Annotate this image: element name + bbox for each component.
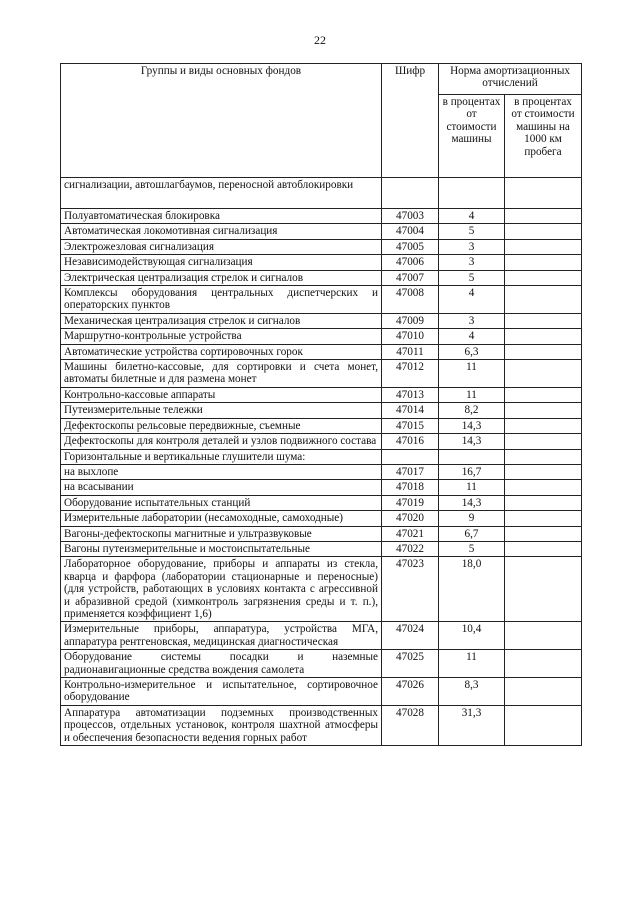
table-row [61, 526, 582, 541]
row-rate-km-cell [505, 403, 582, 418]
row-rate-km-cell [505, 255, 582, 270]
row-rate-cell: 4 [439, 286, 505, 314]
row-code-cell: 47008 [382, 286, 439, 314]
table-row [61, 622, 582, 650]
row-name-cell: Вагоны-дефектоскопы магнитные и ультразвуковые [61, 526, 382, 541]
row-code-cell [382, 178, 439, 209]
row-rate-km-cell [505, 270, 582, 285]
table-row [61, 480, 582, 495]
row-rate-km-cell [505, 178, 582, 209]
row-rate-km-cell [505, 360, 582, 388]
header-percent-mileage: в процентах от стоимости машины на 1000 км пробега [505, 95, 582, 178]
header-code: Шифр [382, 64, 439, 178]
table-row [61, 360, 582, 388]
row-rate-km-cell [505, 622, 582, 650]
row-code-cell: 47021 [382, 526, 439, 541]
row-rate-cell [439, 178, 505, 209]
table-row [61, 313, 582, 328]
row-rate-cell: 14,3 [439, 434, 505, 449]
table-row [61, 541, 582, 556]
row-name-cell: Контрольно-кассовые аппараты [61, 387, 382, 402]
table-row [61, 705, 582, 745]
row-code-cell: 47013 [382, 387, 439, 402]
row-rate-cell: 4 [439, 209, 505, 224]
row-code-cell: 47005 [382, 239, 439, 254]
row-name-cell: Автоматическая локомотивная сигнализация [61, 224, 382, 239]
row-code-cell: 47011 [382, 344, 439, 359]
row-name-cell: на выхлопе [61, 464, 382, 479]
row-name-cell: Контрольно-измерительное и испытательное, сортировочное оборудование [61, 678, 382, 706]
row-rate-km-cell [505, 313, 582, 328]
row-rate-km-cell [505, 286, 582, 314]
table-row [61, 209, 582, 224]
row-name-cell: Электрожезловая сигнализация [61, 239, 382, 254]
table-row [61, 678, 582, 706]
row-rate-cell: 6,3 [439, 344, 505, 359]
row-rate-cell: 5 [439, 270, 505, 285]
row-code-cell: 47012 [382, 360, 439, 388]
row-rate-km-cell [505, 650, 582, 678]
table-row [61, 255, 582, 270]
row-code-cell: 47018 [382, 480, 439, 495]
row-rate-km-cell [505, 449, 582, 464]
row-rate-km-cell [505, 526, 582, 541]
row-rate-cell [439, 449, 505, 464]
row-code-cell: 47024 [382, 622, 439, 650]
row-name-cell: Автоматические устройства сортировочных горок [61, 344, 382, 359]
row-rate-km-cell [505, 387, 582, 402]
row-rate-km-cell [505, 464, 582, 479]
table-row [61, 464, 582, 479]
row-name-cell: Электрическая централизация стрелок и сигналов [61, 270, 382, 285]
row-rate-cell: 11 [439, 650, 505, 678]
row-rate-km-cell [505, 495, 582, 510]
row-name-cell: сигнализации, автошлагбаумов, переносной автоблокировки [61, 178, 382, 209]
row-name-cell: Оборудование испытательных станций [61, 495, 382, 510]
table-row [61, 286, 582, 314]
table-row [61, 418, 582, 433]
table-row [61, 270, 582, 285]
row-code-cell: 47019 [382, 495, 439, 510]
header-norm: Норма амортизационных отчислений [439, 64, 582, 95]
row-name-cell: Аппаратура автоматизации подземных производственных процессов, отдельных установок, контроля шахтной атмосферы и обеспечения безопасности ведения горных работ [61, 705, 382, 745]
row-code-cell: 47004 [382, 224, 439, 239]
row-name-cell: Лабораторное оборудование, приборы и аппараты из стекла, кварца и фарфора (лаборатории стационарные и переносные) (для устройств, работающих в условиях контакта с агрессивной и абразивной средой (химконтроль загрязнения среды и т. п.), применяется коэффициент 1,6) [61, 557, 382, 622]
row-rate-cell: 31,3 [439, 705, 505, 745]
row-rate-cell: 11 [439, 387, 505, 402]
row-code-cell: 47028 [382, 705, 439, 745]
depreciation-table [60, 63, 582, 746]
row-rate-cell: 8,2 [439, 403, 505, 418]
row-name-cell: Маршрутно-контрольные устройства [61, 329, 382, 344]
row-code-cell: 47006 [382, 255, 439, 270]
row-rate-cell: 5 [439, 224, 505, 239]
row-name-cell: Независимодействующая сигнализация [61, 255, 382, 270]
row-name-cell: Измерительные лаборатории (несамоходные, самоходные) [61, 511, 382, 526]
row-rate-km-cell [505, 224, 582, 239]
row-rate-km-cell [505, 239, 582, 254]
row-rate-km-cell [505, 678, 582, 706]
row-rate-km-cell [505, 557, 582, 622]
row-rate-km-cell [505, 541, 582, 556]
row-rate-cell: 11 [439, 480, 505, 495]
row-code-cell: 47025 [382, 650, 439, 678]
table-row [61, 650, 582, 678]
row-code-cell: 47009 [382, 313, 439, 328]
row-rate-cell: 9 [439, 511, 505, 526]
row-name-cell: Путеизмерительные тележки [61, 403, 382, 418]
row-name-cell: Полуавтоматическая блокировка [61, 209, 382, 224]
row-code-cell: 47010 [382, 329, 439, 344]
row-rate-cell: 14,3 [439, 418, 505, 433]
row-rate-cell: 11 [439, 360, 505, 388]
table-row [61, 434, 582, 449]
row-code-cell: 47017 [382, 464, 439, 479]
row-name-cell: Вагоны путеизмерительные и мостоиспытательные [61, 541, 382, 556]
row-rate-km-cell [505, 329, 582, 344]
row-rate-cell: 14,3 [439, 495, 505, 510]
row-name-cell: Машины билетно-кассовые, для сортировки и счета монет, автоматы билетные и для размена монет [61, 360, 382, 388]
table-row [61, 239, 582, 254]
table-row [61, 387, 582, 402]
row-name-cell: Измерительные приборы, аппаратура, устройства МГА, аппаратура рентгеновская, медицинская диагностическая [61, 622, 382, 650]
row-code-cell [382, 449, 439, 464]
table-body [61, 178, 582, 746]
row-name-cell: Дефектоскопы рельсовые передвижные, съемные [61, 418, 382, 433]
table-row [61, 495, 582, 510]
row-rate-cell: 8,3 [439, 678, 505, 706]
row-rate-cell: 5 [439, 541, 505, 556]
row-code-cell: 47023 [382, 557, 439, 622]
row-rate-cell: 3 [439, 239, 505, 254]
table-row [61, 403, 582, 418]
table-row [61, 329, 582, 344]
row-rate-cell: 4 [439, 329, 505, 344]
row-rate-cell: 16,7 [439, 464, 505, 479]
table-row [61, 344, 582, 359]
row-code-cell: 47003 [382, 209, 439, 224]
header-group-name: Группы и виды основных фондов [61, 64, 382, 178]
table-row [61, 557, 582, 622]
row-code-cell: 47015 [382, 418, 439, 433]
table-row [61, 449, 582, 464]
table-row [61, 224, 582, 239]
row-rate-km-cell [505, 511, 582, 526]
row-rate-km-cell [505, 344, 582, 359]
table-row [61, 511, 582, 526]
row-code-cell: 47022 [382, 541, 439, 556]
row-rate-km-cell [505, 480, 582, 495]
page-number: 22 [314, 33, 326, 47]
row-code-cell: 47007 [382, 270, 439, 285]
row-rate-cell: 18,0 [439, 557, 505, 622]
row-rate-cell: 6,7 [439, 526, 505, 541]
row-name-cell: Дефектоскопы для контроля деталей и узлов подвижного состава [61, 434, 382, 449]
row-rate-km-cell [505, 209, 582, 224]
row-code-cell: 47014 [382, 403, 439, 418]
row-name-cell: на всасывании [61, 480, 382, 495]
header-percent-cost: в процентах от стоимости машины [439, 95, 505, 178]
row-rate-km-cell [505, 705, 582, 745]
table-row [61, 178, 582, 209]
row-name-cell: Оборудование системы посадки и наземные радионавигационные средства вождения самолета [61, 650, 382, 678]
row-name-cell: Механическая централизация стрелок и сигналов [61, 313, 382, 328]
row-name-cell: Горизонтальные и вертикальные глушители шума: [61, 449, 382, 464]
row-rate-cell: 3 [439, 255, 505, 270]
row-rate-km-cell [505, 418, 582, 433]
row-name-cell: Комплексы оборудования центральных диспетчерских и операторских пунктов [61, 286, 382, 314]
row-rate-cell: 10,4 [439, 622, 505, 650]
row-code-cell: 47020 [382, 511, 439, 526]
row-code-cell: 47026 [382, 678, 439, 706]
row-code-cell: 47016 [382, 434, 439, 449]
row-rate-cell: 3 [439, 313, 505, 328]
row-rate-km-cell [505, 434, 582, 449]
